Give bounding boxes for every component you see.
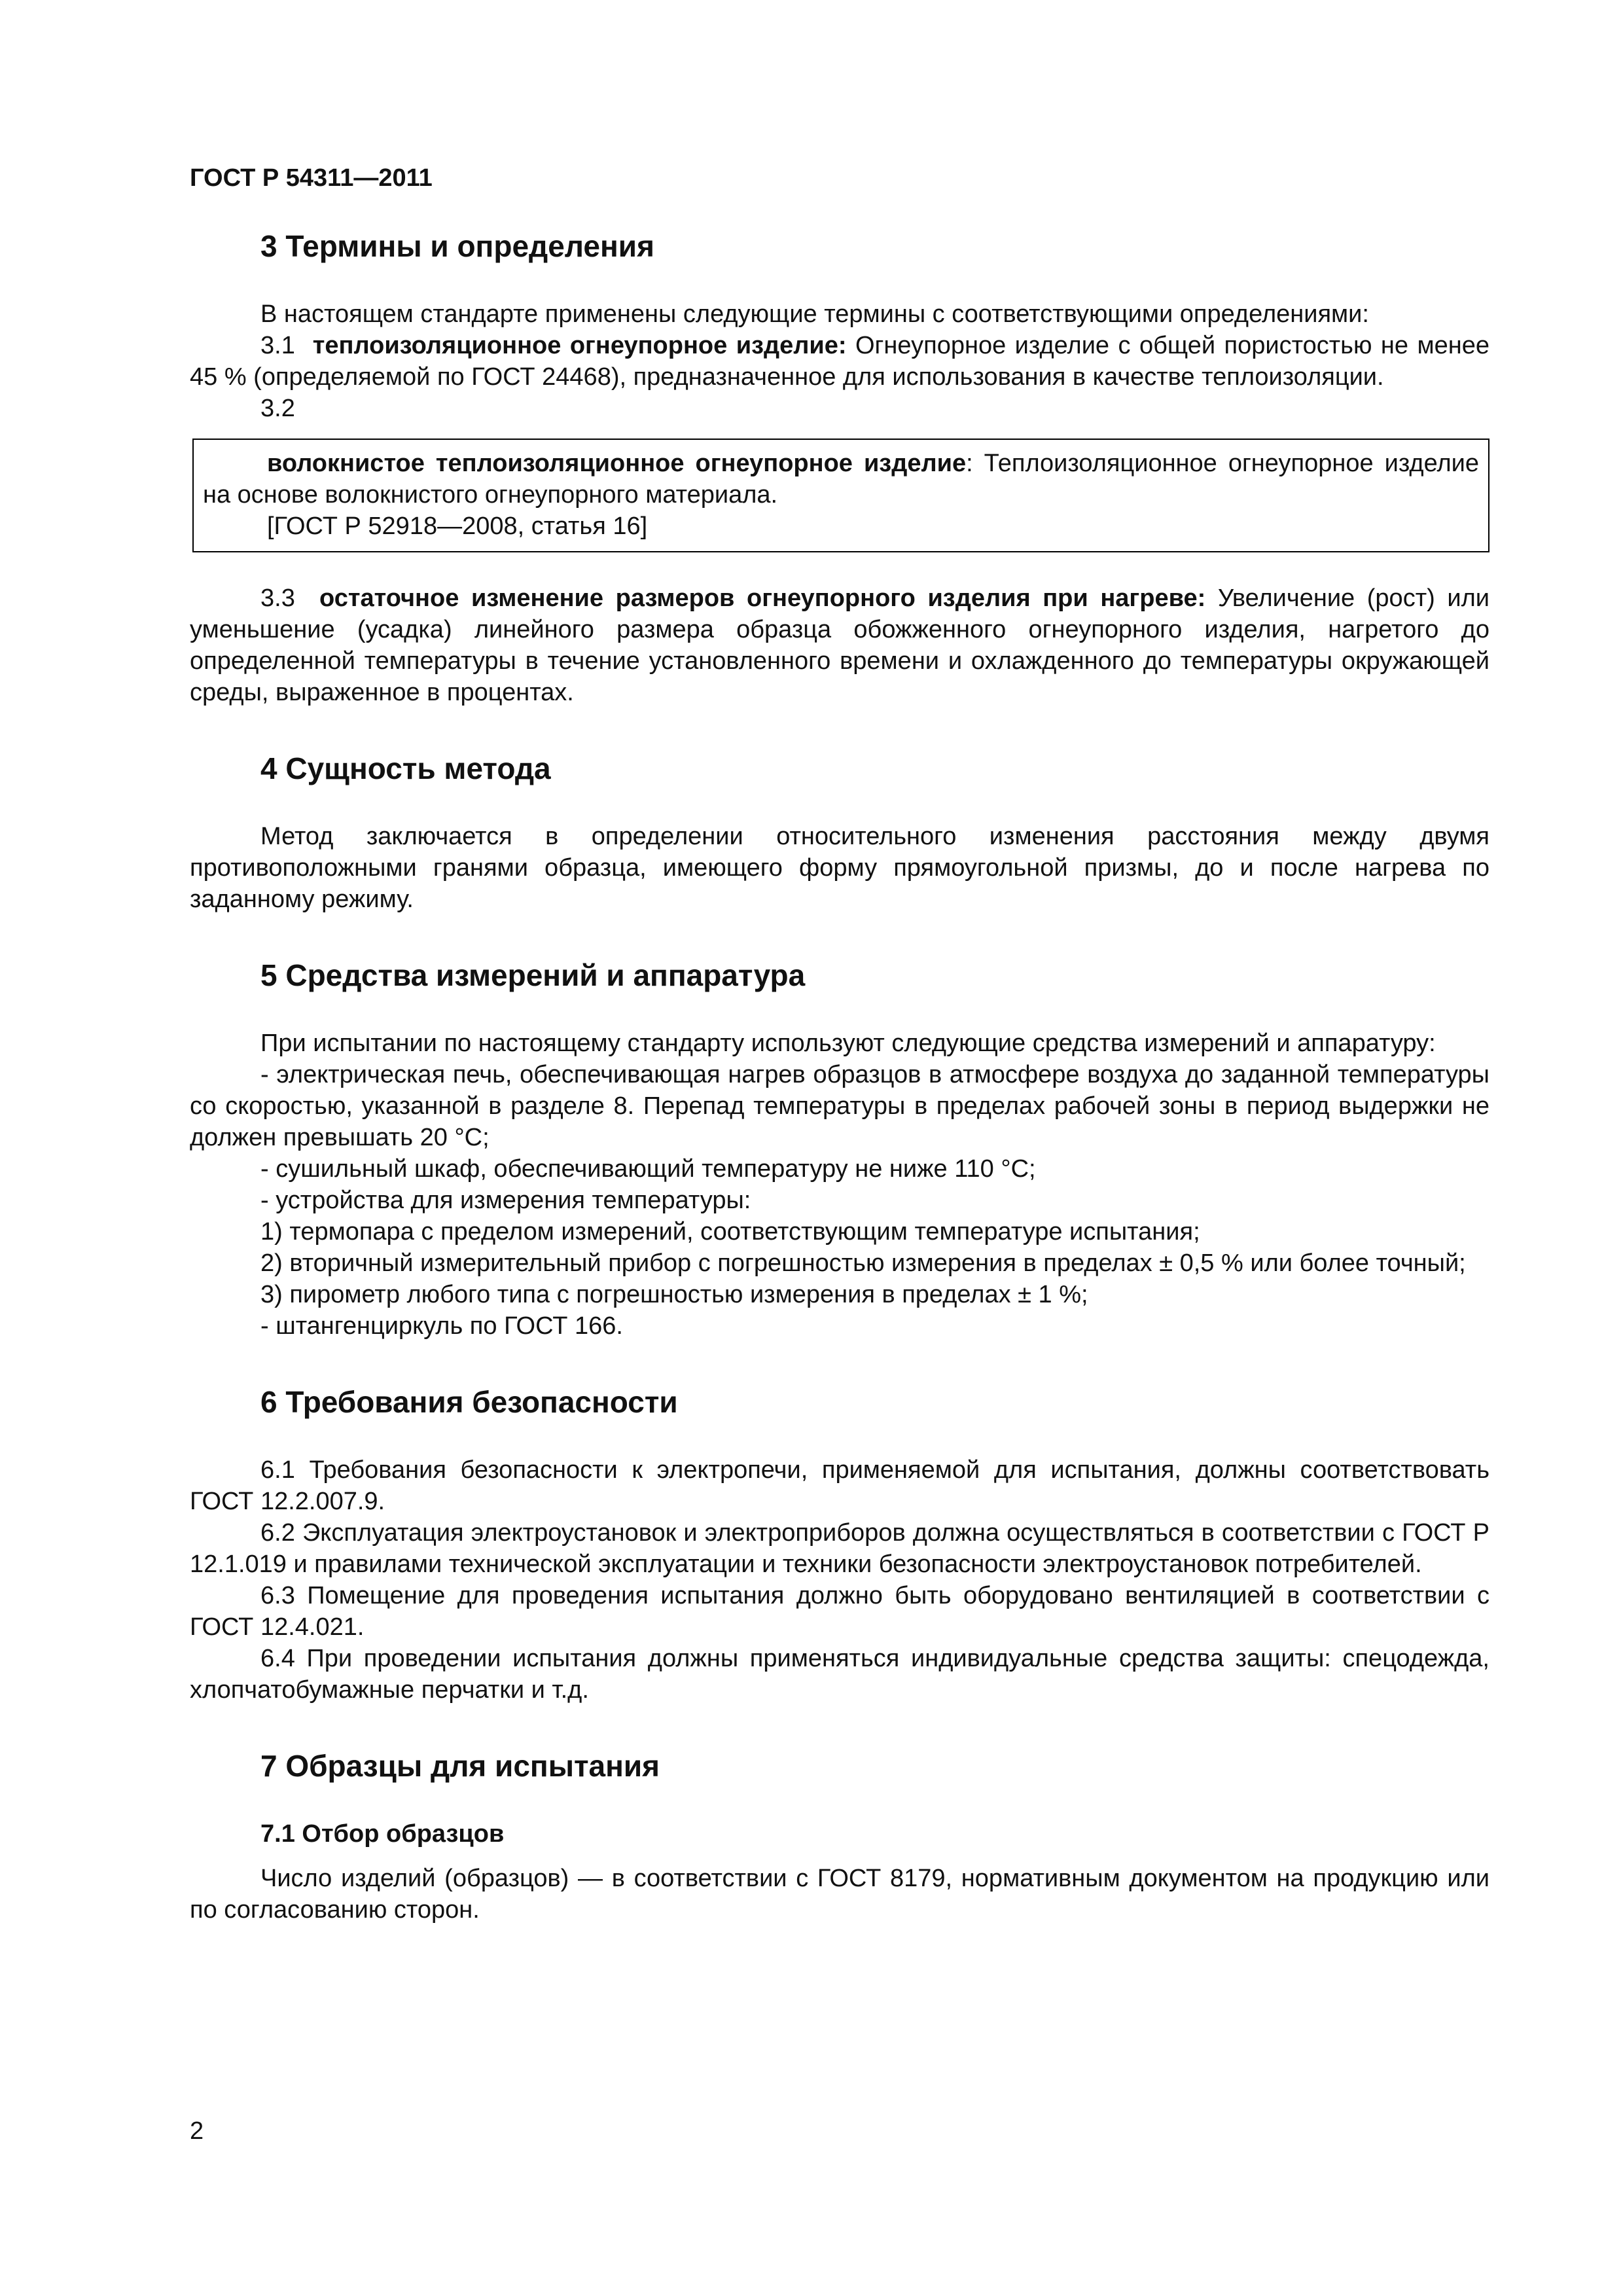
section-4-paragraph: Метод заключается в определении относительного изменения расстояния между двумя противоположными гранями образца, имеющего форму прямоугольной призмы, до и после нагрева по заданному режиму. [190,823,1489,913]
section-6-item: 6.2 Эксплуатация электроустановок и электроприборов должна осуществляться в соответствии с ГОСТ Р 12.1.019 и правилами технической эксплуатации и техники безопасности электроустановок потребителей. [190,1519,1489,1578]
term-3-2-box [192,439,1489,552]
term-3-2-num: 3.2 [260,395,295,422]
subsection-7-1-paragraph: Число изделий (образцов) — в соответствии с ГОСТ 8179, нормативным документом на продукцию или по согласованию сторон. [190,1865,1489,1924]
subsection-7-1-title: 7.1 Отбор образцов [260,1820,505,1848]
section-7-title: 7 Образцы для испытания [260,1749,660,1783]
section-6-title: 6 Требования безопасности [260,1385,678,1419]
term-3-2-term: волокнистое теплоизоляционное огнеупорное изделие [267,450,967,477]
term-3-2 [203,448,1479,511]
document-header: ГОСТ Р 54311—2011 [190,164,433,192]
document-body [190,226,1489,1926]
section-3-title: 3 Термины и определения [260,229,654,263]
term-3-1-term: теплоизоляционное огнеупорное изделие: [312,332,847,359]
section-6-item: 6.1 Требования безопасности к электропечи, применяемой для испытания, должны соответствовать ГОСТ 12.2.007.9. [190,1456,1489,1515]
term-3-3-text: Увеличение (рост) или уменьшение (усадка) линейного размера образца обожженного огнеупорного изделия, нагретого до определенной температуры в течение установленного времени и охлажденного до температуры окружающей среды, выраженное в процентах. [190,584,1489,706]
term-3-1-num: 3.1 [260,332,295,359]
section-6-item: 6.4 При проведении испытания должны применяться индивидуальные средства защиты: спецодежда, хлопчатобумажные перчатки и т.д. [190,1645,1489,1704]
term-3-2-text: : Теплоизоляционное огнеупорное изделие на основе волокнистого огнеупорного материала. [203,450,1479,509]
term-3-3-term: остаточное изменение размеров огнеупорного изделия при нагреве: [319,584,1206,612]
section-5-item: - электрическая печь, обеспечивающая нагрев образцов в атмосфере воздуха до заданной температуры со скоростью, указанной в разделе 8. Перепад температуры в пределах рабочей зоны в период выдержки не должен превышать 20 °С; [190,1061,1489,1151]
term-3-3 [190,583,1489,708]
page-number: 2 [190,2117,204,2145]
section-3-intro: В настоящем стандарте применены следующие термины с соответствующими определениями: [260,300,1369,328]
section-5-item: - устройства для измерения температуры: [260,1187,751,1214]
section-5-intro: При испытании по настоящему стандарту используют следующие средства измерений и аппаратуру: [260,1030,1436,1057]
section-4-title: 4 Сущность метода [260,751,551,785]
term-3-1 [190,330,1489,393]
term-3-1-text: Огнеупорное изделие с общей пористостью не менее 45 % (определяемой по ГОСТ 24468), предназначенное для использования в качестве теплоизоляции. [190,332,1489,391]
term-3-3-num: 3.3 [260,584,295,612]
section-5-item: 2) вторичный измерительный прибор с погрешностью измерения в пределах ± 0,5 % или более точный; [260,1249,1466,1277]
section-5-item: - сушильный шкаф, обеспечивающий температуру не ниже 110 °С; [260,1155,1036,1183]
section-5-item: 3) пирометр любого типа с погрешностью измерения в пределах ± 1 %; [260,1281,1088,1308]
section-5-title: 5 Средства измерений и аппаратура [260,958,806,992]
section-5-item: 1) термопара с пределом измерений, соответствующим температуре испытания; [260,1218,1200,1246]
section-5-item: - штангенциркуль по ГОСТ 166. [260,1312,623,1340]
section-6-item: 6.3 Помещение для проведения испытания должно быть оборудовано вентиляцией в соответствии с ГОСТ 12.4.021. [190,1582,1489,1641]
term-3-2-source: [ГОСТ Р 52918—2008, статья 16] [267,512,648,540]
